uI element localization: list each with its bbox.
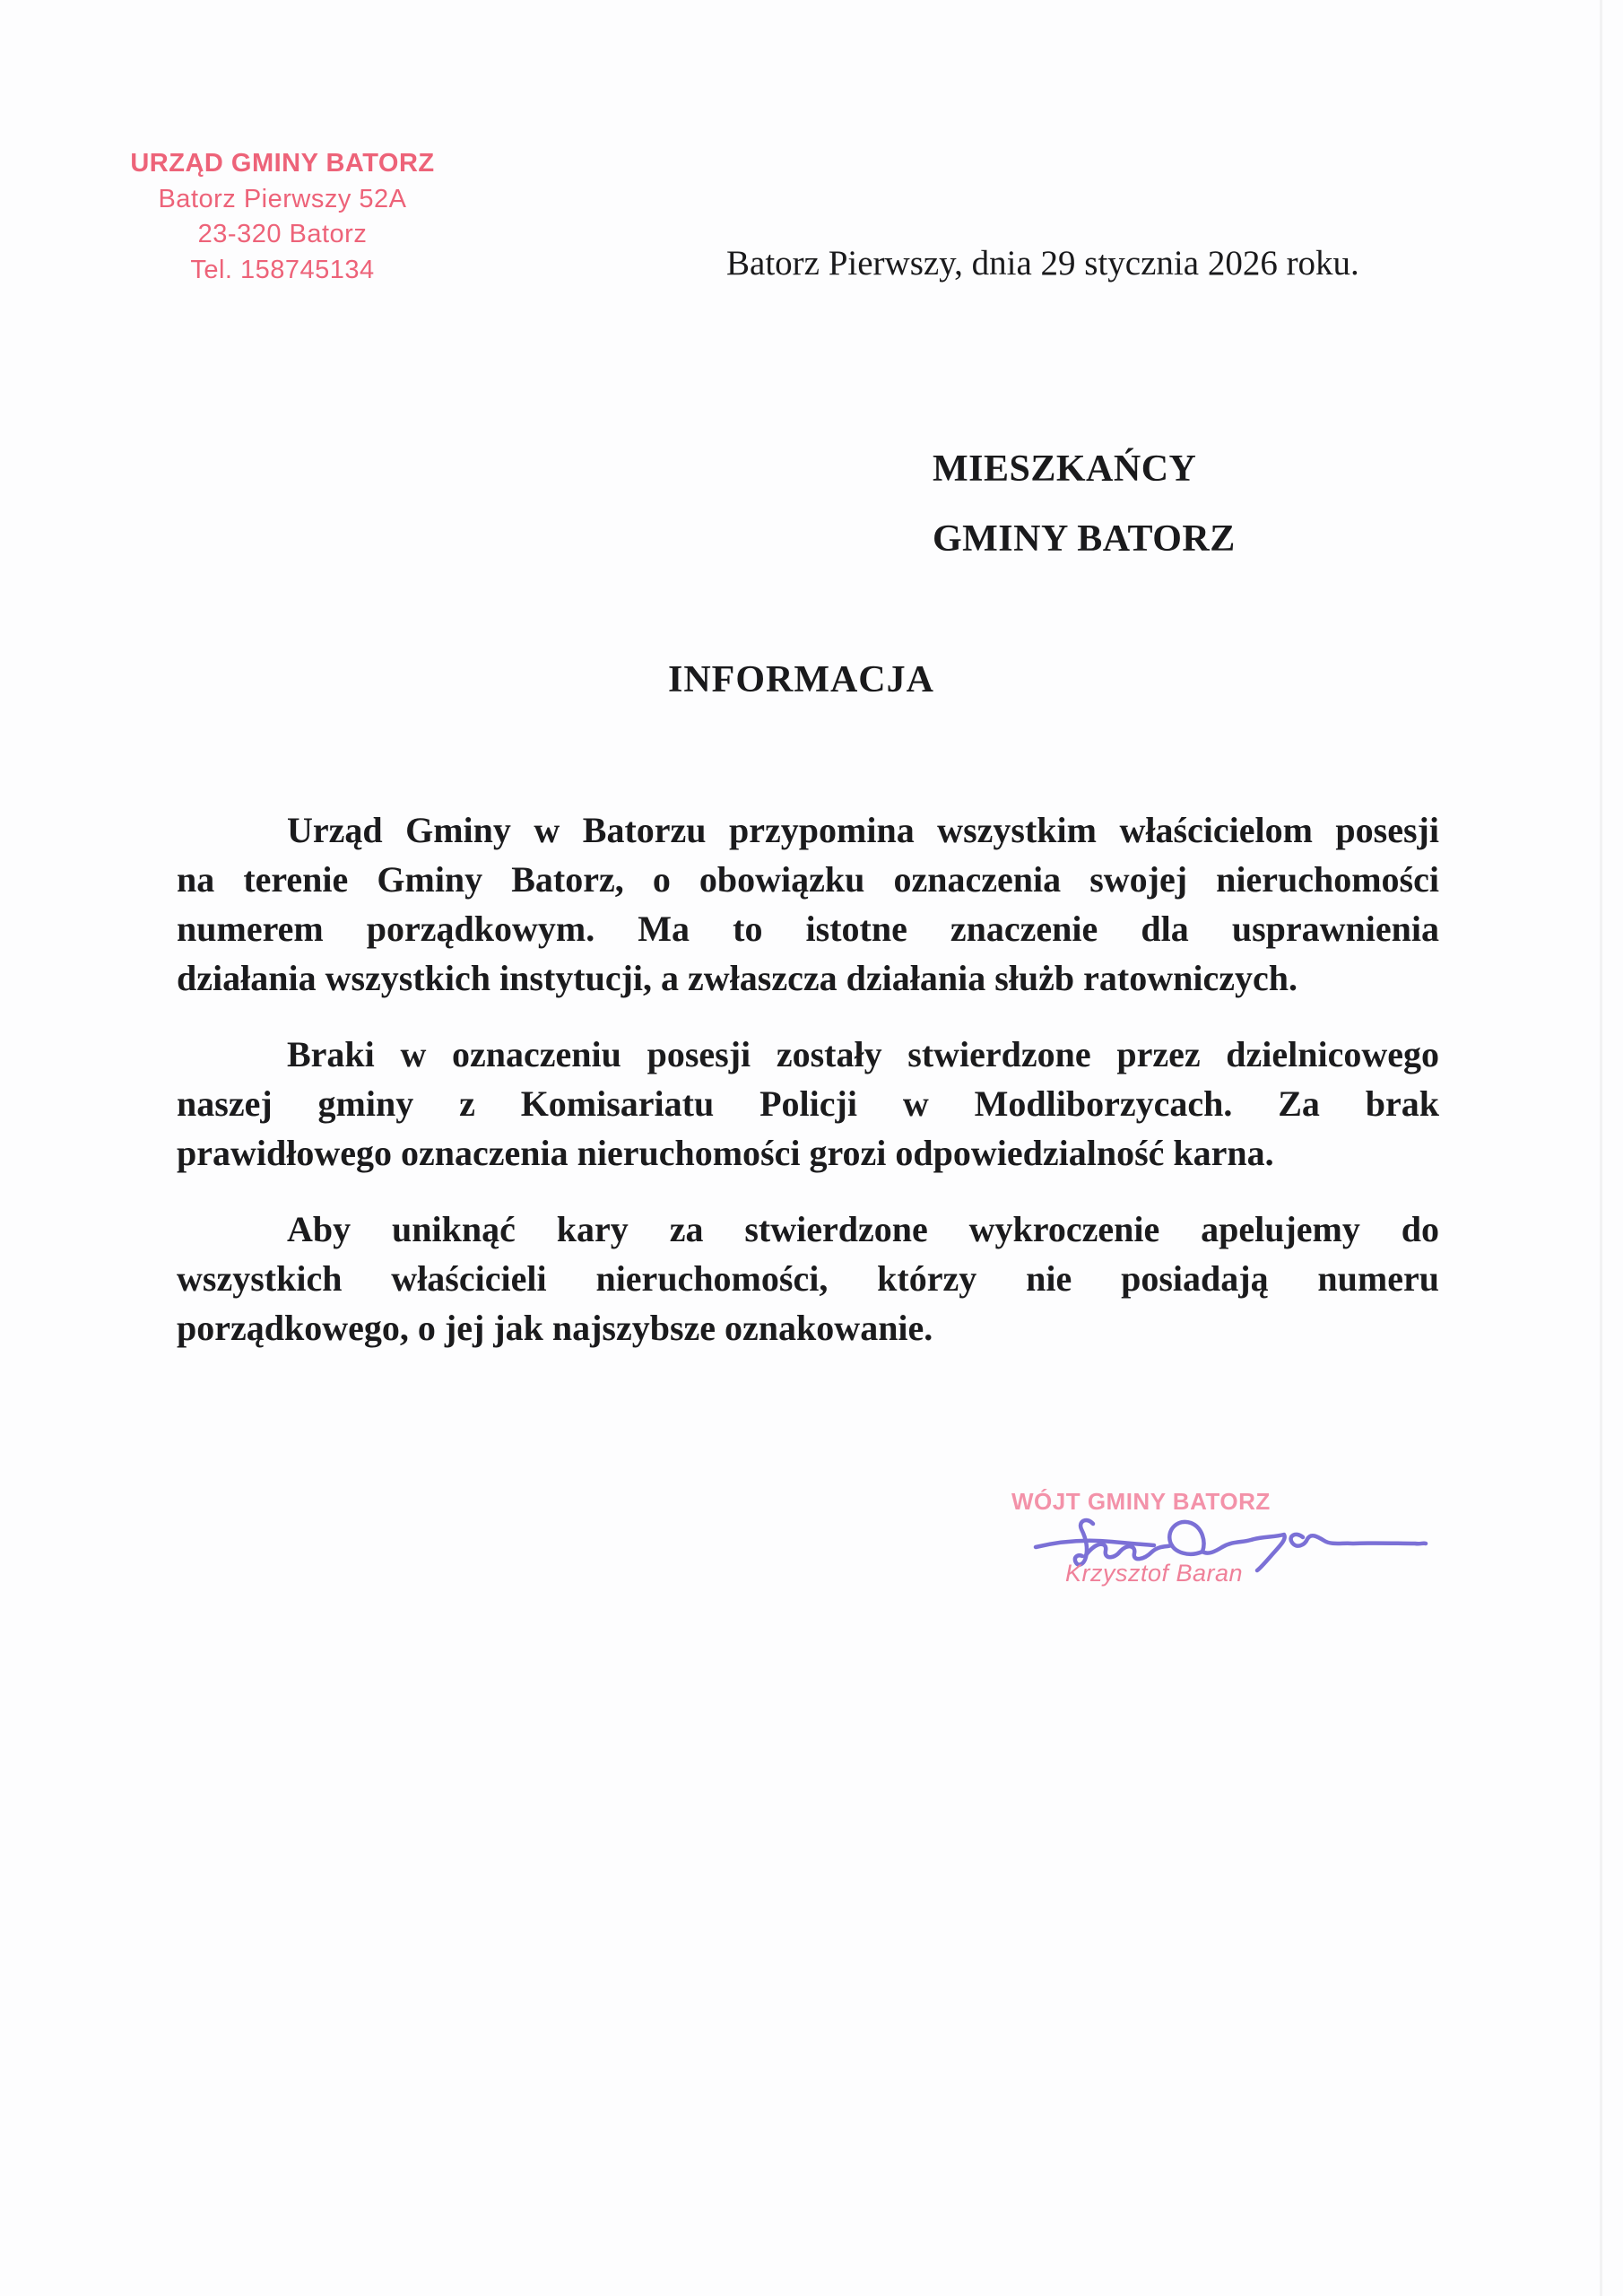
body-line: porządkowego, o jej jak najszybsze oznakowanie.: [177, 1308, 933, 1348]
body-line: Urząd Gminy w Batorzu przypomina wszystkim właścicielom posesji: [287, 810, 1439, 850]
stamp-phone-line: Tel. 158745134: [190, 255, 375, 284]
sender-stamp: [126, 146, 439, 288]
body-line: na terenie Gminy Batorz, o obowiązku oznaczenia swojej nieruchomości: [177, 859, 1439, 900]
scan-fold-line: [1600, 0, 1602, 2296]
body-line: Aby uniknąć kary za stwierdzone wykroczenie apelujemy do: [287, 1209, 1439, 1249]
body-line: Braki w oznaczeniu posesji zostały stwierdzone przez dzielnicowego: [287, 1034, 1439, 1074]
addressee-line1: MIESZKAŃCY: [933, 448, 1197, 490]
body-line: wszystkich właścicieli nieruchomości, którzy nie posiadają numeru: [177, 1258, 1439, 1299]
document-title: INFORMACJA: [668, 659, 934, 700]
body-text: [177, 805, 1439, 1379]
body-line: naszej gminy z Komisariatu Policji w Modliborzycach. Za brak: [177, 1083, 1439, 1124]
paragraph-2: [177, 1030, 1439, 1178]
stamp-office-name: URZĄD GMINY BATORZ: [130, 149, 435, 178]
paragraph-3: [177, 1205, 1439, 1352]
body-line: prawidłowego oznaczenia nieruchomości grozi odpowiedzialność karna.: [177, 1133, 1274, 1173]
body-line: numerem porządkowym. Ma to istotne znaczenie dla usprawnienia: [177, 909, 1439, 949]
signature-name-stamp: Krzysztof Baran: [1065, 1560, 1244, 1587]
signature-title-stamp: WÓJT GMINY BATORZ: [1011, 1488, 1271, 1515]
stamp-address-line2: 23-320 Batorz: [197, 220, 368, 248]
addressee-line2: GMINY BATORZ: [933, 518, 1236, 560]
date-line: Batorz Pierwszy, dnia 29 stycznia 2026 roku.: [726, 244, 1359, 283]
addressee-block: [933, 434, 1236, 574]
body-line: działania wszystkich instytucji, a zwłaszcza działania służb ratowniczych.: [177, 958, 1298, 998]
stamp-address-line1: Batorz Pierwszy 52A: [158, 184, 407, 213]
paragraph-1: [177, 805, 1439, 1003]
